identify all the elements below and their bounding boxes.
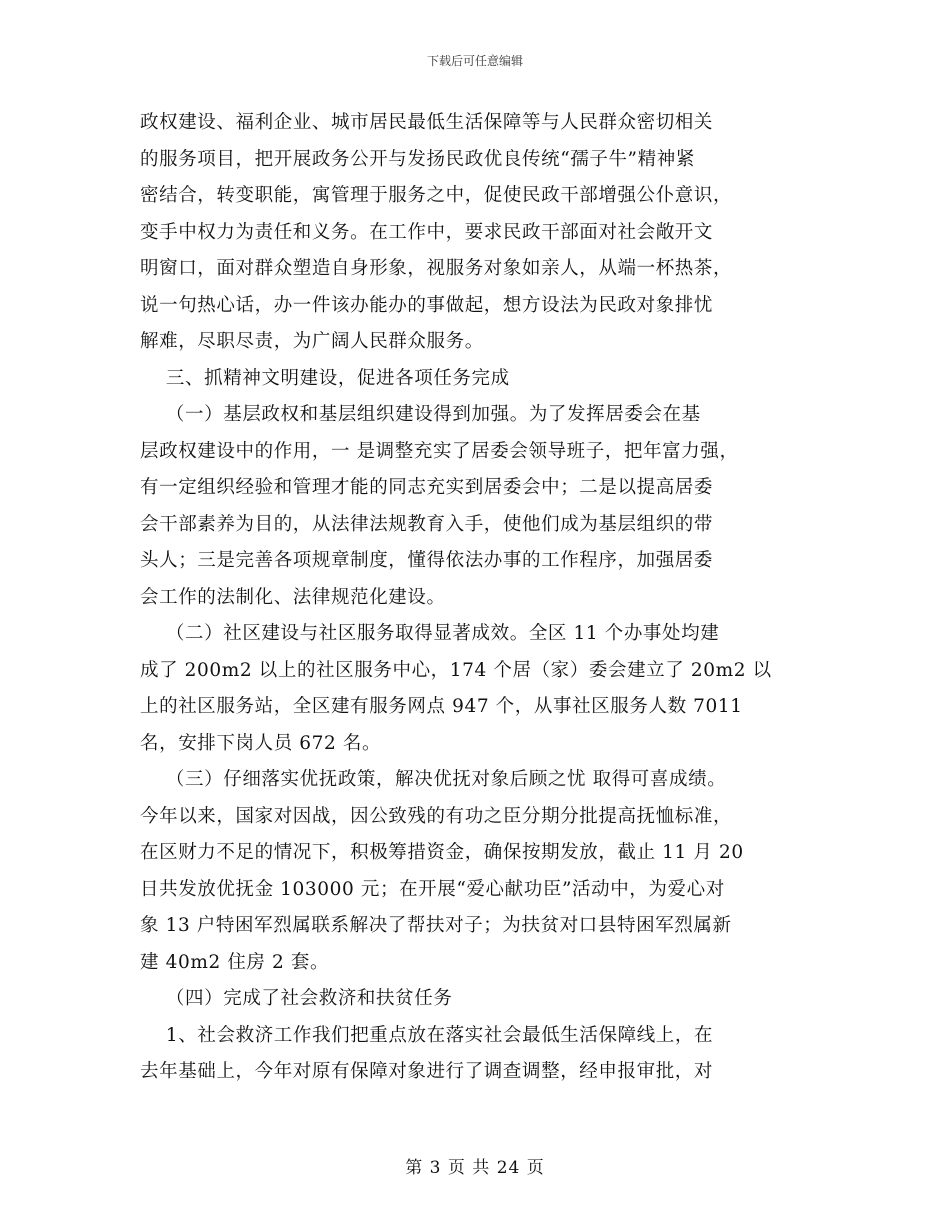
text-line: 的服务项目，把开展政务公开与发扬民政优良传统“孺子牛”精神紧 bbox=[140, 148, 695, 170]
text-line: （三）仔细落实优抚政策，解决优抚对象后顾之忧 取得可喜成绩。 bbox=[140, 769, 727, 790]
text-line: 在区财力不足的情况下，积极筹措资金，确保按期发放，截止 11 月 20 bbox=[140, 842, 744, 863]
document-body bbox=[140, 105, 830, 1091]
text-line: （二）社区建设与社区服务取得显著成效。全区 11 个办事处均建 bbox=[140, 623, 720, 644]
page-header: 下载后可任意编辑 bbox=[426, 54, 523, 68]
text-line: 解难，尽职尽责，为广阔人民群众服务。 bbox=[140, 331, 484, 352]
section-heading: 三、抓精神文明建设，促进各项任务完成 bbox=[140, 367, 510, 389]
text-line: 会干部素养为目的，从法律法规教育入手，使他们成为基层组织的带 bbox=[140, 513, 714, 535]
text-line: 今年以来，国家对因战，因公致残的有功之臣分期分批提高抚恤标准， bbox=[140, 805, 733, 827]
text-line: 明窗口，面对群众塑造自身形象，视服务对象如亲人，从端一杯热茶， bbox=[140, 258, 733, 279]
text-line: 日共发放优抚金 103000 元；在开展“爱心献功臣”活动中，为爱心对 bbox=[140, 878, 725, 900]
text-line: 头人；三是完善各项规章制度，懂得依法办事的工作程序，加强居委 bbox=[140, 550, 714, 571]
text-line: 层政权建设中的作用，一 是调整充实了居委会领导班子，把年富力强， bbox=[140, 440, 739, 462]
text-line: 政权建设、福利企业、城市居民最低生活保障等与人民群众密切相关 bbox=[140, 112, 714, 133]
text-line: （四）完成了社会救济和扶贫任务 bbox=[140, 988, 453, 1009]
text-line: 名，安排下岗人员 672 名。 bbox=[140, 732, 382, 754]
text-line: 建 40m2 住房 2 套。 bbox=[140, 951, 330, 973]
text-line: 变手中权力为责任和义务。在工作中，要求民政干部面对社会敞开文 bbox=[140, 221, 714, 243]
text-line: 1、社会救济工作我们把重点放在落实社会最低生活保障线上，在 bbox=[140, 1024, 714, 1046]
text-line: 有一定组织经验和管理才能的同志充实到居委会中；二是以提高居委 bbox=[140, 477, 714, 498]
text-line: 象 13 户特困军烈属联系解决了帮扶对子；为扶贫对口县特困军烈属新 bbox=[140, 915, 732, 936]
text-line: 成了 200m2 以上的社区服务中心，174 个居（家）委会建立了 20m2 以 bbox=[140, 659, 772, 681]
text-line: 去年基础上，今年对原有保障对象进行了调查调整，经申报审批，对 bbox=[140, 1061, 714, 1082]
text-line: 密结合，转变职能，寓管理于服务之中，促使民政干部增强公仆意识， bbox=[140, 185, 733, 206]
text-line: 会工作的法制化、法律规范化建设。 bbox=[140, 586, 446, 608]
text-line: 说一句热心话，办一件该办能办的事做起，想方设法为民政对象排忧 bbox=[140, 294, 714, 316]
text-line: （一）基层政权和基层组织建设得到加强。为了发挥居委会在基 bbox=[140, 404, 701, 425]
page-footer: 第 3 页 共 24 页 bbox=[405, 1158, 545, 1178]
text-line: 上的社区服务站，全区建有服务网点 947 个，从事社区服务人数 7011 bbox=[140, 696, 743, 717]
